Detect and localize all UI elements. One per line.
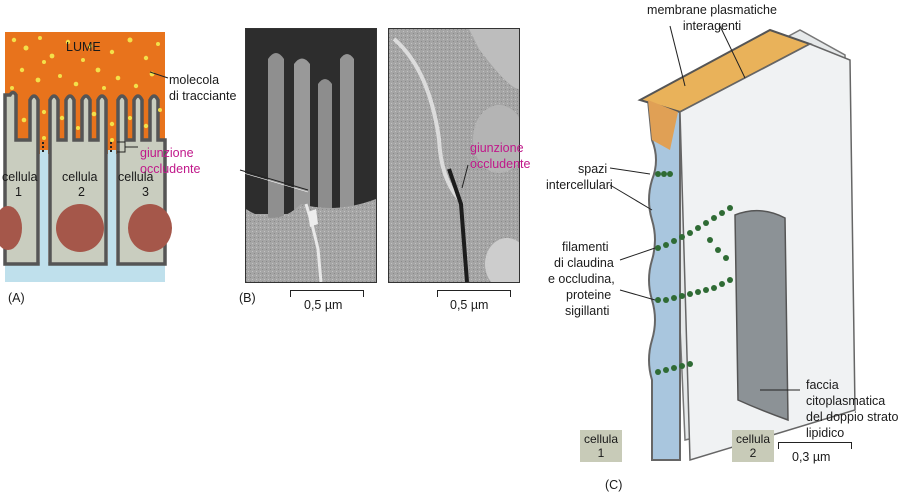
spaces-label-line1: spazi <box>578 162 608 176</box>
scale-c-label: 0,3 µm <box>792 450 831 464</box>
cytoplasmic-face <box>735 211 788 420</box>
junction-label-a-line1: giunzione <box>140 146 194 160</box>
membranes-label-line1: membrane plasmatiche <box>647 3 777 17</box>
membranes-label-line2: interagenti <box>682 19 742 33</box>
filaments-label-line3: e occludina, <box>548 272 615 286</box>
panel-b-letter: (B) <box>239 291 256 305</box>
face-label-line2: citoplasmatica <box>806 394 886 408</box>
face-label-line1: faccia <box>806 378 839 392</box>
cell-1-tag <box>580 430 622 462</box>
cell-1-tag-num: 1 <box>597 446 605 460</box>
face-label-line3: del doppio strato <box>806 410 899 424</box>
filaments-label-line5: sigillanti <box>565 304 610 318</box>
cell-1-tag-word: cellula <box>583 432 619 446</box>
filaments-label-line4: proteine <box>566 288 612 302</box>
lumen-label: LUME <box>66 40 101 54</box>
cell-1-word: cellula <box>2 170 38 184</box>
cell-1-membrane <box>648 100 680 460</box>
panel-a-illustration <box>0 0 240 300</box>
filaments-label-line1: filamenti <box>562 240 609 254</box>
spaces-label-line2: intercellulari <box>546 178 613 192</box>
cell-2-word: cellula <box>62 170 98 184</box>
junction-label-a-line2: occludente <box>140 162 201 176</box>
face-label-line4: lipidico <box>806 426 845 440</box>
cell-2-tag <box>732 430 774 462</box>
cell-2-tag-num: 2 <box>749 446 757 460</box>
junction-label-b-line1: giunzione <box>470 141 524 155</box>
panel-b-leaders <box>236 160 536 240</box>
filaments-label-line2: di claudina <box>554 256 614 270</box>
tracer-label-line2: di tracciante <box>169 89 237 103</box>
scale-bar-right <box>437 290 511 297</box>
panel-c-letter: (C) <box>605 478 623 492</box>
scale-bar-c <box>778 442 852 449</box>
scale-left-label: 0,5 µm <box>304 298 343 312</box>
cell-3-num: 3 <box>142 185 149 199</box>
cell-2-num: 2 <box>78 185 85 199</box>
cell-2-tag-word: cellula <box>735 432 771 446</box>
cell-1-num: 1 <box>15 185 22 199</box>
junction-label-b-line2: occludente <box>470 157 531 171</box>
scale-bar-left <box>290 290 364 297</box>
em-micrograph-right <box>388 28 520 283</box>
tracer-label-line1: molecola <box>169 73 220 87</box>
panel-a-letter: (A) <box>8 291 25 305</box>
em-micrograph-left <box>245 28 377 283</box>
scale-right-label: 0,5 µm <box>450 298 489 312</box>
cell-3-word: cellula <box>118 170 154 184</box>
